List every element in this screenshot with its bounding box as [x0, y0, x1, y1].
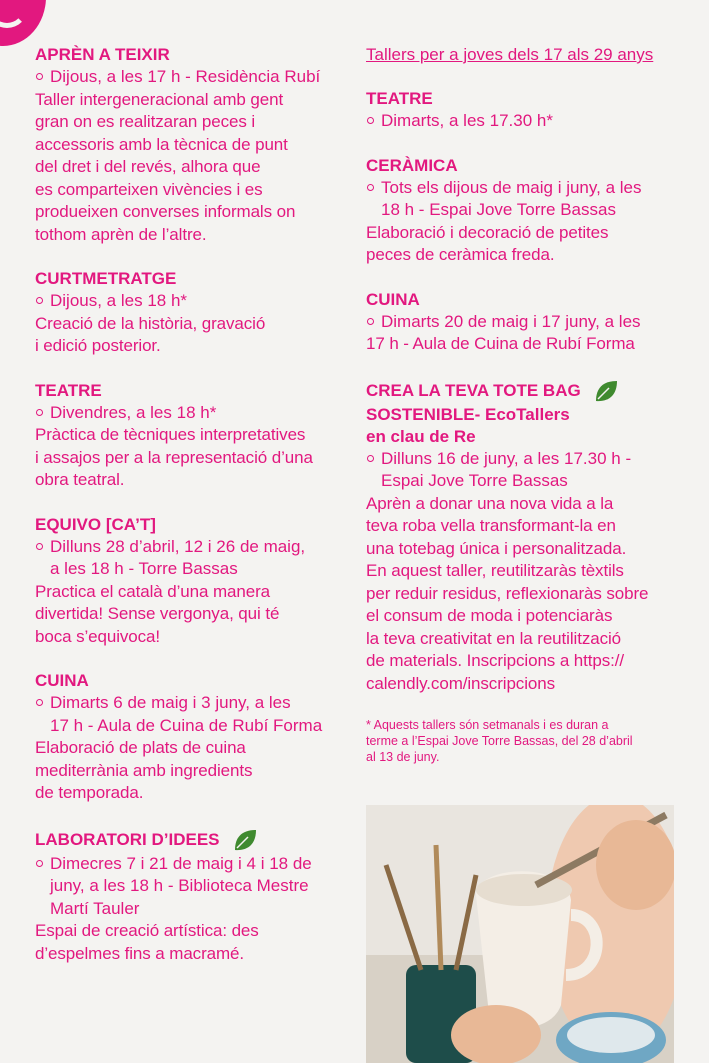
section-title: APRÈN A TEIXIR [35, 45, 170, 64]
description-line: Pràctica de tècniques interpretatives [35, 425, 306, 444]
description-line: Creació de la història, gravació [35, 313, 266, 333]
section-ceramica [366, 155, 676, 267]
description-line: Practica el català d’una manera [35, 581, 271, 601]
schedule-line: 17 h - Aula de Cuina de Rubí Forma [50, 715, 323, 735]
description-line: per reduir residus, reflexionaràs sobre [366, 583, 649, 603]
description-line: Aprèn a donar una nova vida a la [366, 493, 614, 513]
schedule-line: Tots els dijous de maig i juny, a les [381, 177, 642, 197]
schedule [35, 853, 340, 921]
section-teatre [35, 380, 340, 492]
section-title: CERÀMICA [366, 155, 458, 175]
footnote-line: * Aquests tallers són setmanals i es duran a [366, 718, 609, 732]
schedule: Dijous, a les 18 h* [35, 290, 340, 313]
schedule: Dijous, a les 17 h - Residència Rubí [35, 66, 340, 89]
section-cuina [35, 670, 340, 805]
description-line: divertida! Sense vergonya, qui té [35, 604, 280, 623]
section-title: en clau de Re [366, 426, 476, 446]
ceramics-photo [366, 805, 674, 1063]
description-line: de materials. Inscripcions a https:// [366, 651, 625, 670]
schedule-line: Dilluns 28 d’abril, 12 i 26 de maig, [50, 536, 306, 556]
footnote-line: al 13 de juny. [366, 750, 440, 764]
leaf-icon [232, 827, 258, 853]
description-line: el consum de moda i potenciaràs [366, 606, 613, 625]
section-title: CURTMETRATGE [35, 269, 177, 288]
description-line: tothom aprèn de l’altre. [35, 224, 207, 244]
description-line: Elaboració de plats de cuina [35, 738, 246, 757]
description-line: Espai de creació artística: des [35, 921, 259, 940]
section-title-row [35, 827, 340, 853]
description-line: i assajos per a la representació d’una [35, 447, 313, 467]
section-tote-bag [366, 378, 676, 696]
description-line: boca s’equivoca! [35, 626, 161, 646]
section-cuina-joves [366, 289, 676, 356]
schedule: Dimarts, a les 17.30 h* [366, 110, 676, 133]
schedule-line: Espai Jove Torre Bassas [381, 471, 568, 490]
section-title: CUINA [366, 289, 420, 309]
description-line: peces de ceràmica freda. [366, 245, 555, 264]
description-line: i edició posterior. [35, 336, 161, 355]
section-teatre-joves [366, 88, 676, 133]
schedule-line: juny, a les 18 h - Biblioteca Mestre [50, 876, 309, 895]
description-line: 17 h - Aula de Cuina de Rubí Forma [366, 334, 635, 353]
schedule [35, 692, 340, 737]
section-title-row [366, 378, 676, 404]
schedule-line: a les 18 h - Torre Bassas [50, 559, 238, 578]
leaf-icon [593, 378, 619, 404]
section-title: SOSTENIBLE- EcoTallers [366, 404, 570, 424]
description-line: Taller intergeneracional amb gent [35, 89, 284, 109]
description-line: d’espelmes fins a macramé. [35, 943, 245, 963]
schedule: Divendres, a les 18 h* [35, 402, 340, 425]
description-line: es comparteixen vivències i es [35, 179, 263, 199]
section-title: LABORATORI D’IDEES [35, 829, 220, 849]
schedule-line: Dimecres 7 i 21 de maig i 4 i 18 de [50, 853, 312, 873]
right-column [366, 44, 676, 787]
left-column [35, 44, 340, 987]
schedule-line: 18 h - Espai Jove Torre Bassas [381, 200, 616, 219]
description-line: accessoris amb la tècnica de punt [35, 134, 288, 154]
description-line: una totebag única i personalitzada. [366, 538, 627, 558]
section-apren-a-teixir [35, 44, 340, 246]
youth-workshops-link-section [366, 44, 676, 66]
footnote-line: terme a l’Espai Jove Torre Bassas, del 28 d’abril [366, 734, 633, 748]
description-line: En aquest taller, reutilitzaràs tèxtils [366, 561, 624, 580]
schedule-line: Martí Tauler [50, 898, 140, 918]
schedule-line: Dilluns 16 de juny, a les 17.30 h - [381, 448, 632, 468]
section-title: TEATRE [35, 380, 102, 400]
description-line: Elaboració i decoració de petites [366, 222, 609, 242]
section-title: EQUIVO [CA’T] [35, 514, 156, 534]
brand-logo [0, 0, 46, 46]
schedule [366, 448, 676, 493]
description-line: del dret i del revés, alhora que [35, 157, 261, 176]
description-line: calendly.com/inscripcions [366, 673, 555, 693]
section-title: CREA LA TEVA TOTE BAG [366, 380, 581, 400]
description-line: produeixen converses informals on [35, 202, 296, 221]
description-line: la teva creativitat en la reutilització [366, 628, 622, 648]
description-line: obra teatral. [35, 470, 125, 489]
footnote [366, 717, 676, 765]
schedule-line: Dimarts 6 de maig i 3 juny, a les [50, 693, 291, 712]
youth-workshops-link[interactable]: Tallers per a joves dels 17 als 29 anys [366, 45, 654, 64]
description-line: gran on es realitzaran peces i [35, 112, 256, 131]
section-equivo [35, 514, 340, 649]
section-curtmetratge [35, 268, 340, 358]
section-title: TEATRE [366, 89, 433, 108]
description-line: mediterrània amb ingredients [35, 760, 253, 780]
schedule: Dimarts 20 de maig i 17 juny, a les [366, 311, 676, 334]
section-laboratori-idees [35, 827, 340, 966]
schedule [366, 177, 676, 222]
schedule [35, 536, 340, 581]
description-line: de temporada. [35, 783, 144, 802]
section-title: CUINA [35, 671, 89, 690]
description-line: teva roba vella transformant-la en [366, 516, 616, 535]
